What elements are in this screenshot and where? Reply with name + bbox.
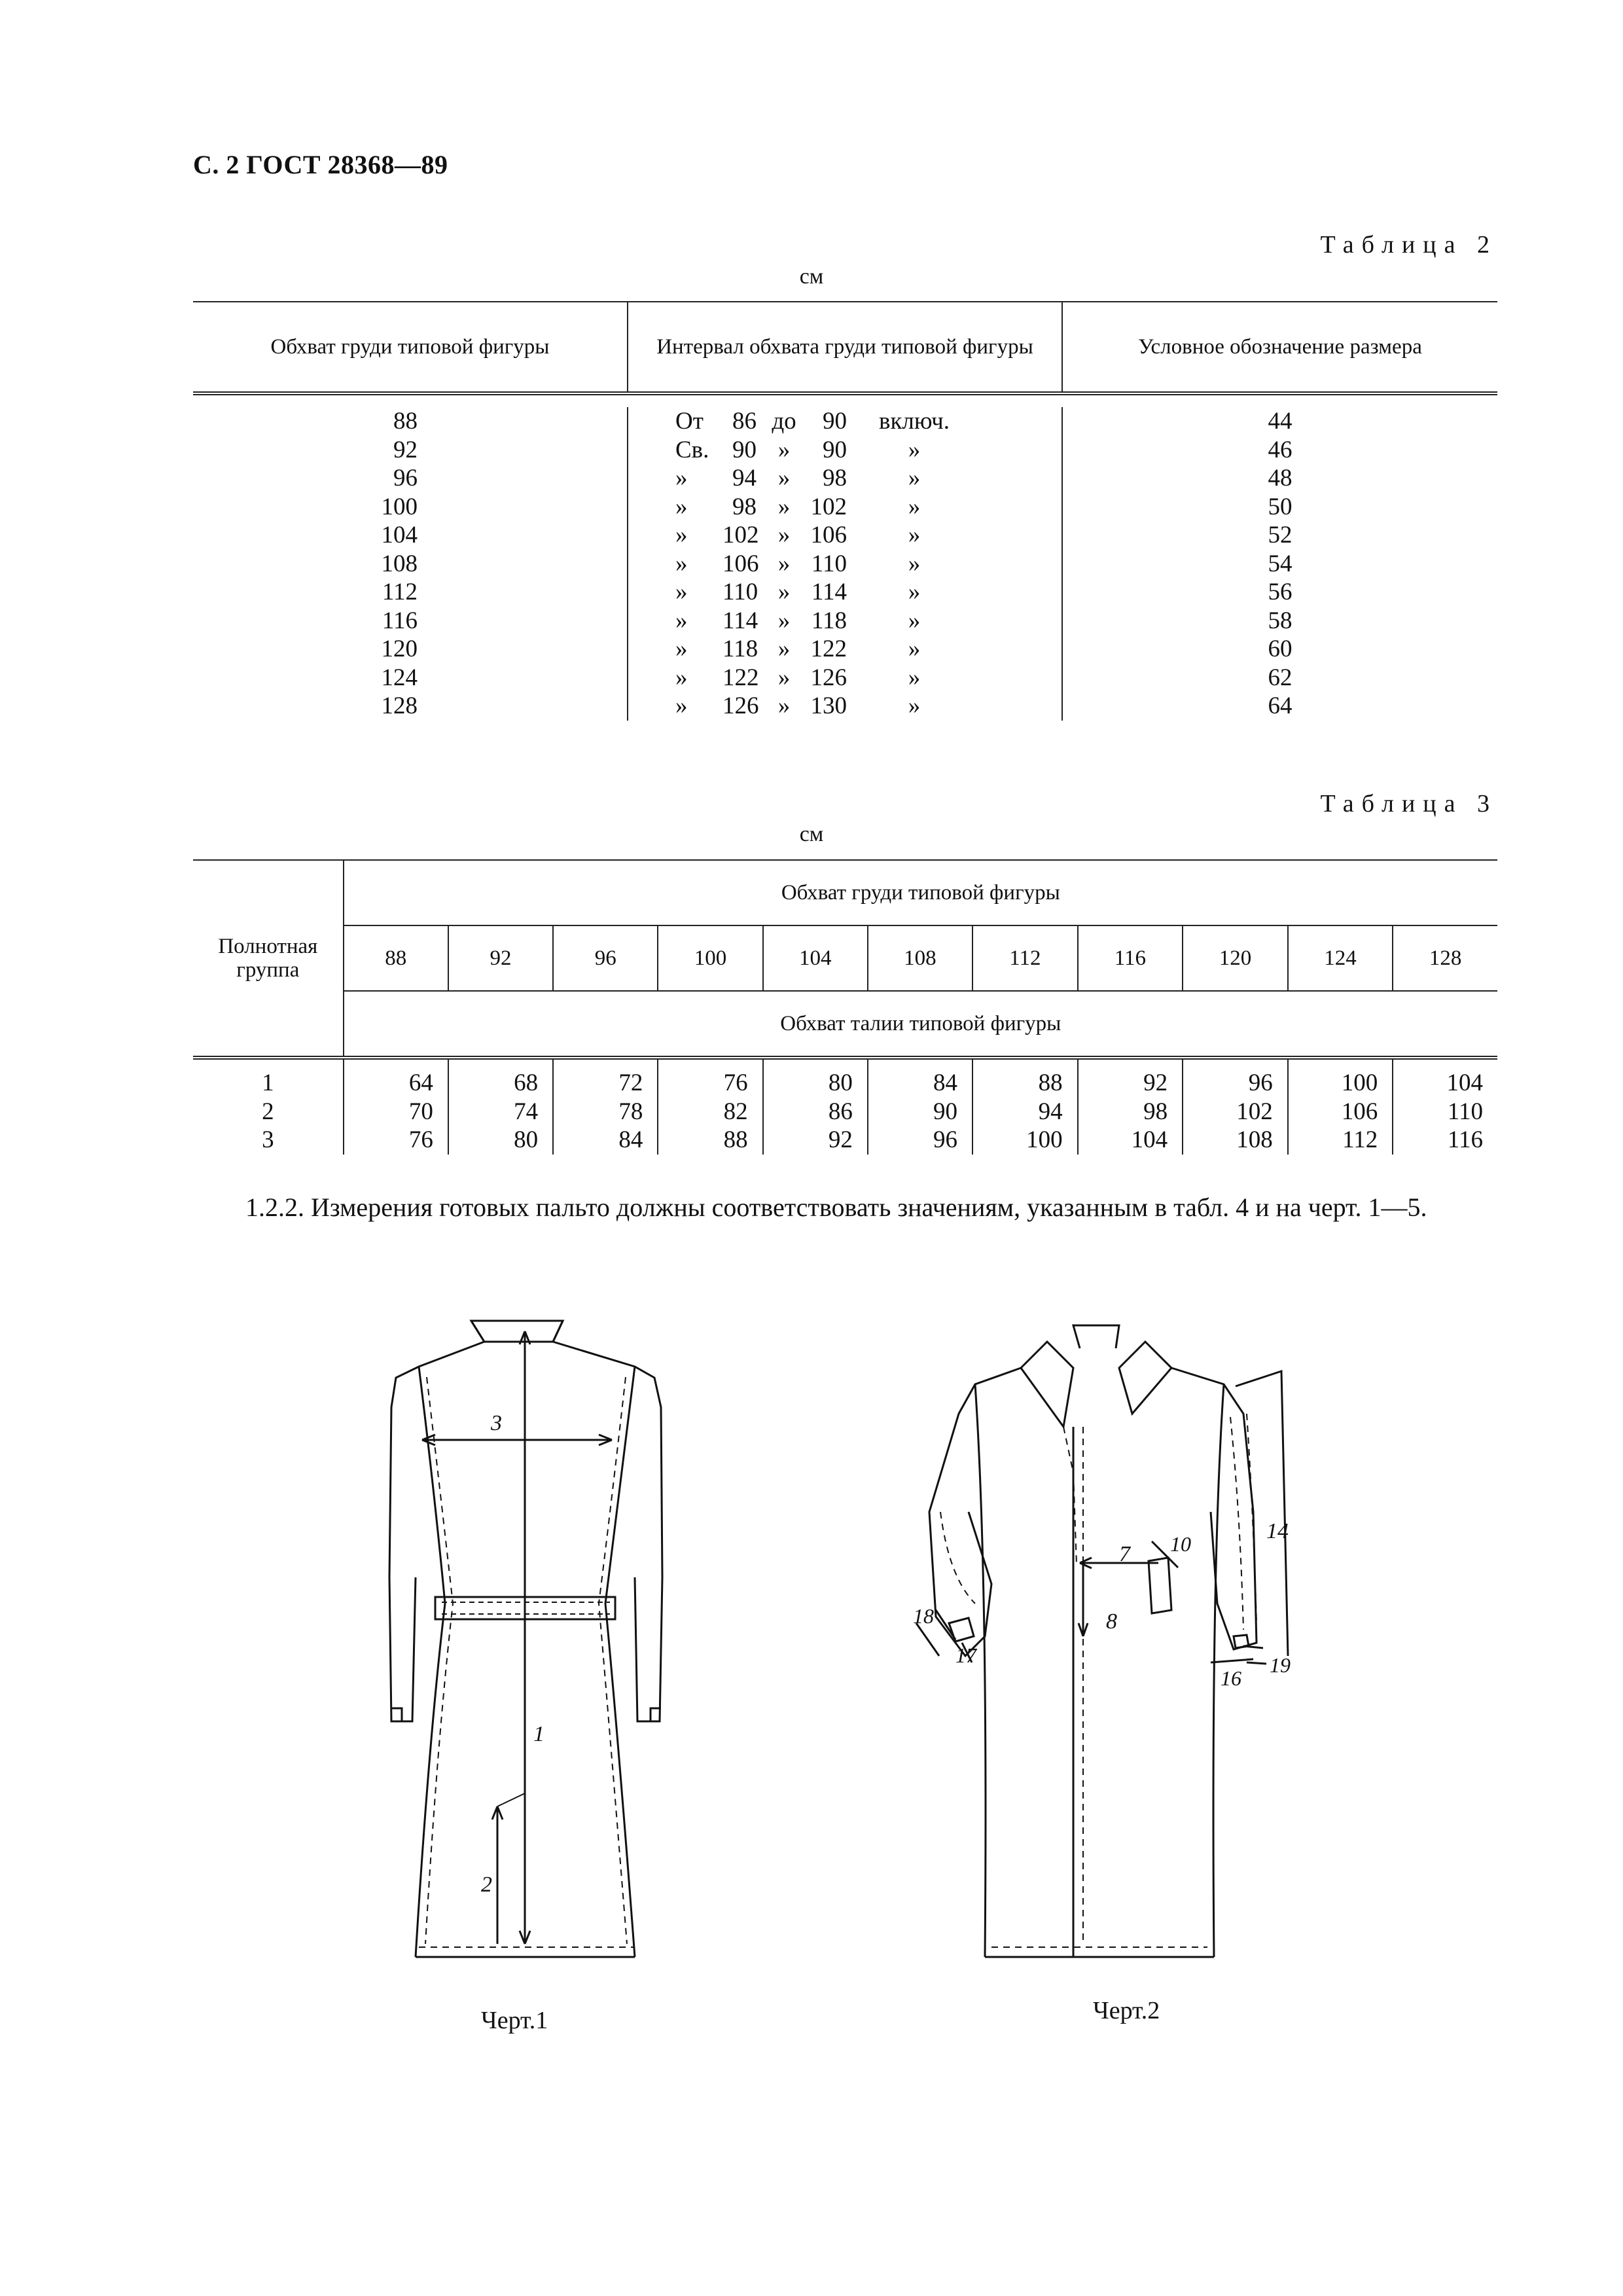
table2-interval-row	[628, 635, 1061, 664]
figure2-label-8: 8	[1106, 1609, 1117, 1634]
figure2-label-19: 19	[1270, 1653, 1291, 1677]
table3-waist-cell: 92	[1078, 1058, 1183, 1098]
table2-interval-part: »	[777, 550, 791, 577]
table2	[193, 301, 1497, 725]
table2-interval-part: 118	[722, 636, 758, 662]
table2-size-cell: 46	[1268, 436, 1293, 463]
table2-col-size	[1061, 407, 1497, 721]
table3-waist-cell: 72	[553, 1058, 658, 1098]
table2-interval-part: 90	[823, 436, 847, 463]
table2-interval-part: »	[675, 692, 688, 719]
table3-group-cell: 1	[193, 1058, 344, 1098]
figure2-caption: Черт.2	[1093, 1997, 1160, 2024]
table2-interval-part: »	[675, 579, 688, 605]
table2-interval-part: »	[908, 636, 921, 662]
table2-col-interval	[627, 407, 1061, 721]
table2-interval-part: 90	[823, 408, 847, 435]
table2-interval-part: »	[777, 579, 791, 605]
figure2-label-17: 17	[955, 1643, 976, 1667]
table2-interval-part: »	[675, 465, 688, 492]
table3-waist-cell: 104	[1078, 1126, 1183, 1155]
table3-waist-cell: 78	[553, 1098, 658, 1126]
table2-chest-cell: 124	[381, 664, 418, 691]
table3-waist-cell: 98	[1078, 1098, 1183, 1126]
table2-interval-part: 114	[722, 607, 758, 634]
table2-size-cell: 44	[1268, 408, 1293, 435]
table2-interval-part: »	[777, 493, 791, 520]
table2-interval-row	[628, 550, 1061, 579]
table3-waist-cell: 96	[1183, 1058, 1288, 1098]
table2-interval-part: »	[675, 664, 688, 691]
table3-chest-cell: 104	[763, 925, 868, 991]
table3-chest-cell: 120	[1183, 925, 1288, 991]
table3-caption: Таблица 3	[1320, 790, 1497, 817]
figure2-label-10: 10	[1170, 1532, 1191, 1556]
table2-size-cell: 64	[1268, 692, 1293, 719]
table2-chest-cell: 88	[393, 408, 418, 435]
table2-interval-part: 106	[810, 522, 847, 548]
figure1-caption: Черт.1	[481, 2007, 548, 2034]
table2-header-interval: Интервал обхвата груди типовой фигуры	[627, 302, 1061, 391]
figure1-coat-back	[373, 1316, 700, 1970]
table2-interval-part: 90	[732, 436, 757, 463]
table2-header-chest: Обхват груди типовой фигуры	[270, 335, 550, 359]
table2-interval-row	[628, 578, 1061, 607]
table2-header-size: Условное обозначение размера	[1061, 302, 1497, 391]
table3-header-group: Полнотная группа	[193, 860, 344, 1058]
table3-waist-cell: 84	[868, 1058, 972, 1098]
table2-interval-row	[628, 607, 1061, 636]
table2-size-cell: 62	[1268, 664, 1293, 691]
table3-group-cell: 3	[193, 1126, 344, 1155]
table3-waist-cell: 64	[344, 1058, 448, 1098]
table2-chest-cell: 92	[393, 436, 418, 463]
figure2-label-7: 7	[1119, 1542, 1130, 1566]
figure2-label-14: 14	[1266, 1519, 1289, 1543]
table2-interval-row	[628, 664, 1061, 692]
table3-chest-cell: 96	[553, 925, 658, 991]
table2-size-cell: 54	[1268, 550, 1293, 577]
table2-interval-part: 130	[810, 692, 847, 719]
table3-waist-cell: 84	[553, 1126, 658, 1155]
table3-chest-cell: 100	[658, 925, 762, 991]
table2-interval-part: до	[772, 408, 796, 435]
table3-waist-cell: 68	[448, 1058, 553, 1098]
table3-unit: см	[799, 822, 824, 846]
table3-waist-cell: 80	[763, 1058, 868, 1098]
table3-group-cell: 2	[193, 1098, 344, 1126]
table3-row	[193, 1058, 1497, 1098]
figure1-label-3: 3	[491, 1411, 502, 1435]
table2-caption: Таблица 2	[1320, 231, 1497, 259]
table2-interval-part: 118	[811, 607, 847, 634]
table2-chest-cell: 112	[382, 579, 418, 605]
table3-waist-cell: 80	[448, 1126, 553, 1155]
table2-interval-part: 122	[722, 664, 759, 691]
table3-waist-cell: 76	[658, 1058, 762, 1098]
table2-interval-part: »	[908, 465, 921, 492]
table3-chest-cell: 108	[868, 925, 972, 991]
table3-row	[193, 1126, 1497, 1155]
table2-interval-part: »	[675, 636, 688, 662]
table2-interval-part: 98	[732, 493, 757, 520]
table2-size-cell: 50	[1268, 493, 1293, 520]
table3-chest-cell: 116	[1078, 925, 1183, 991]
table3-waist-cell: 102	[1183, 1098, 1288, 1126]
table2-interval-part: 94	[732, 465, 757, 492]
table3	[193, 859, 1497, 1155]
table3-chest-cell: 128	[1393, 925, 1497, 991]
figure2-label-16: 16	[1221, 1666, 1241, 1690]
table2-interval-part: 86	[732, 408, 757, 435]
table2-interval-part: »	[908, 522, 921, 548]
table2-size-cell: 60	[1268, 636, 1293, 662]
table2-interval-row	[628, 493, 1061, 522]
table3-waist-cell: 108	[1183, 1126, 1288, 1155]
table2-unit: см	[799, 264, 824, 289]
table3-waist-cell: 88	[972, 1058, 1078, 1098]
table3-waist-cell: 104	[1393, 1058, 1497, 1098]
table2-interval-part: включ.	[878, 408, 950, 435]
table3-body	[193, 1058, 1497, 1155]
table2-interval-part: »	[777, 692, 791, 719]
table3-waist-cell: 82	[658, 1098, 762, 1126]
table3-waist-cell: 100	[972, 1126, 1078, 1155]
table2-chest-cell: 108	[381, 550, 418, 577]
table3-waist-cell: 110	[1393, 1098, 1497, 1126]
table3-waist-cell: 92	[763, 1126, 868, 1155]
table2-interval-part: 102	[722, 522, 759, 548]
table2-interval-row	[628, 464, 1061, 493]
table2-interval-part: 126	[810, 664, 847, 691]
table2-interval-part: 126	[722, 692, 759, 719]
table2-interval-part: »	[675, 522, 688, 548]
table2-interval-row	[628, 521, 1061, 550]
table2-interval-part: 110	[811, 550, 847, 577]
table2-interval-part: 98	[823, 465, 847, 492]
table2-col-chest	[193, 407, 627, 721]
table3-header-waist: Обхват талии типовой фигуры	[344, 991, 1497, 1058]
table2-chest-cell: 104	[381, 522, 418, 548]
table2-size-cell: 52	[1268, 522, 1293, 548]
table2-chest-cell: 100	[381, 493, 418, 520]
table2-interval-part: »	[675, 493, 688, 520]
table2-chest-cell: 128	[381, 692, 418, 719]
table2-interval-row	[628, 407, 1061, 436]
paragraph-1-2-2: 1.2.2. Измерения готовых пальто должны соответствовать значениям, указанным в табл. 4 и на черт. 1—5.	[245, 1193, 1427, 1222]
figure2-coat-front	[857, 1316, 1329, 1970]
table3-waist-cell: 86	[763, 1098, 868, 1126]
table2-interval-part: »	[675, 607, 688, 634]
table2-interval-part: »	[908, 493, 921, 520]
table2-interval-part: 110	[722, 579, 758, 605]
table3-chest-cell: 124	[1288, 925, 1393, 991]
table3-waist-cell: 74	[448, 1098, 553, 1126]
table2-size-cell: 48	[1268, 465, 1293, 492]
table3-chest-row	[193, 925, 1497, 991]
table3-waist-cell: 76	[344, 1126, 448, 1155]
table2-interval-part: 114	[811, 579, 847, 605]
table2-interval-part: »	[908, 607, 921, 634]
table3-chest-cell: 92	[448, 925, 553, 991]
table3-waist-cell: 100	[1288, 1058, 1393, 1098]
table3-waist-cell: 96	[868, 1126, 972, 1155]
figure1-label-2: 2	[481, 1873, 492, 1897]
table2-interval-part: »	[777, 465, 791, 492]
table3-row	[193, 1098, 1497, 1126]
table2-interval-part: »	[908, 436, 921, 463]
table3-chest-cell: 88	[344, 925, 448, 991]
table2-interval-part: »	[777, 522, 791, 548]
table3-waist-cell: 90	[868, 1098, 972, 1126]
table2-chest-cell: 120	[381, 636, 418, 662]
table2-chest-cell: 116	[382, 607, 418, 634]
table2-interval-part: »	[908, 579, 921, 605]
table2-chest-cell: 96	[393, 465, 418, 492]
table2-interval-part: »	[777, 636, 791, 662]
table2-interval-part: »	[908, 664, 921, 691]
table2-interval-part: Св.	[675, 436, 709, 463]
table2-interval-part: »	[777, 436, 791, 463]
table2-interval-part: »	[675, 550, 688, 577]
figure2-label-18: 18	[913, 1604, 934, 1628]
table3-header-chest: Обхват груди типовой фигуры	[344, 860, 1497, 925]
table2-size-cell: 58	[1268, 607, 1293, 634]
table2-interval-part: »	[908, 550, 921, 577]
table2-interval-row	[628, 436, 1061, 465]
table3-waist-cell: 106	[1288, 1098, 1393, 1126]
table3-waist-cell: 112	[1288, 1126, 1393, 1155]
table3-waist-cell: 70	[344, 1098, 448, 1126]
figure1-label-1: 1	[533, 1722, 544, 1746]
table2-interval-part: 102	[810, 493, 847, 520]
table2-interval-part: От	[675, 408, 704, 435]
table2-interval-part: 122	[810, 636, 847, 662]
table2-size-cell: 56	[1268, 579, 1293, 605]
table3-waist-cell: 88	[658, 1126, 762, 1155]
table2-interval-part: »	[908, 692, 921, 719]
table3-waist-cell: 116	[1393, 1126, 1497, 1155]
table3-chest-cell: 112	[972, 925, 1078, 991]
table3-waist-cell: 94	[972, 1098, 1078, 1126]
table2-interval-row	[628, 692, 1061, 721]
table2-interval-part: 106	[722, 550, 759, 577]
table2-interval-part: »	[777, 607, 791, 634]
table2-interval-part: »	[777, 664, 791, 691]
page-header: С. 2 ГОСТ 28368—89	[193, 150, 448, 179]
